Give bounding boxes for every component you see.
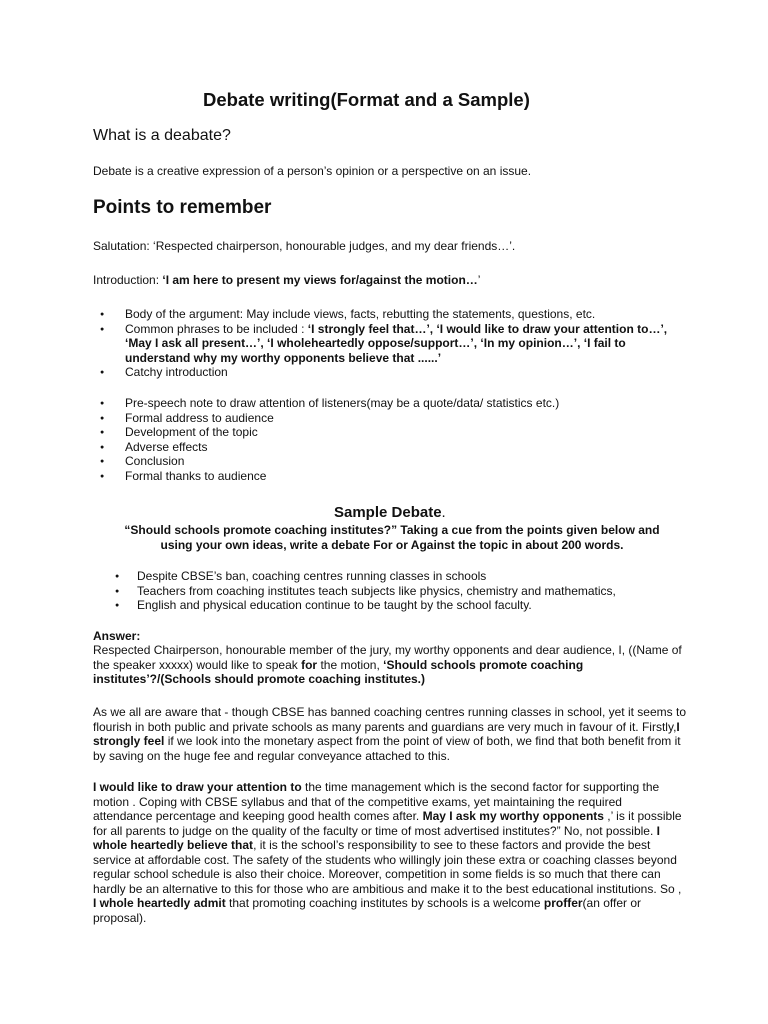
points-heading: Points to remember — [93, 197, 272, 218]
point-common-phrases: ‘I strongly feel that…’, ‘I would like to draw your attention to…’, ‘May I ask all present…’, ‘I wholeheartedly oppose/support…’, ‘In my opinion…’, ‘I fail to understand why my worthy opponents believe that ......’ — [125, 321, 668, 365]
answer-p3-phrase-4: I whole heartedly admit — [93, 896, 226, 910]
sample-heading-dot: . — [441, 504, 446, 521]
list-item — [93, 411, 683, 426]
answer-p3-phrase-1: I would like to draw your attention to — [93, 780, 302, 794]
answer-p1-text: Respected Chairperson, honourable member of the jury, my worthy opponents and dear audience, I, ((Name of the speaker xxxxx) would like to speak — [93, 643, 682, 672]
point-adverse: Adverse effects — [125, 439, 208, 454]
introduction-phrase: ‘I am here to present my views for/against the motion… — [162, 273, 478, 287]
point-body: Body of the argument: May include views, facts, rebutting the statements, questions, etc. — [125, 307, 596, 321]
answer-p1-for: for — [301, 657, 318, 672]
answer-p3-text-4: that promoting coaching institutes by schools is a welcome — [225, 896, 544, 910]
list-item — [93, 307, 683, 322]
point-pre-speech: Pre-speech note to draw attention of listeners(may be a quote/data/ statistics etc.) — [125, 395, 560, 410]
list-item: ● Despite CBSE’s ban, coaching centres running classes in schools — [110, 569, 710, 584]
point-common-label: Common phrases to be included : — [125, 321, 308, 336]
answer-p3-proffer: proffer — [543, 896, 583, 910]
page-title: Debate writing(Format and a Sample) — [203, 89, 530, 110]
list-item — [93, 365, 683, 380]
definition-text: Debate is a creative expression of a person’s opinion or a perspective on an issue. — [93, 164, 532, 178]
list-item: ● English and physical education continue to be taught by the school faculty. — [110, 598, 710, 613]
salutation-text: Salutation: ‘Respected chairperson, honourable judges, and my dear friends…’. — [93, 239, 516, 253]
introduction-end: ’ — [477, 273, 481, 287]
point-catchy: Catchy introduction — [125, 365, 228, 380]
points-list — [93, 307, 683, 484]
answer-label: Answer: — [93, 629, 141, 643]
sample-heading — [334, 504, 446, 521]
introduction-text — [93, 273, 480, 288]
list-item — [93, 396, 683, 411]
list-item: ● Teachers from coaching institutes teach subjects like physics, chemistry and mathematics, — [110, 584, 710, 599]
point-development: Development of the topic — [125, 425, 258, 440]
answer-p2-rest: if we look into the monetary aspect from the point of view of both, we find that both benefit from it by saving on the huge fee and regular conveyance attached to this. — [93, 734, 681, 763]
answer-paragraph-2 — [93, 705, 688, 763]
list-item — [93, 440, 683, 455]
point-conclusion: Conclusion — [125, 454, 185, 469]
answer-paragraph-3 — [93, 780, 683, 925]
answer-p3-text-2: ,’ is it possible for all parents to judge on the quality of the faculty or time of most advertised institutes?” No, not possible. — [93, 809, 682, 838]
list-item — [93, 454, 683, 469]
introduction-label: Introduction: — [93, 273, 163, 287]
list-item — [93, 322, 683, 366]
answer-p2-text: As we all are aware that - though CBSE has banned coaching centres running classes in school, yet it seems to flourish in both public and private schools as many parents and guardians are very much in favour of it. Firstly, — [93, 705, 686, 734]
cues-list — [110, 569, 710, 613]
answer-paragraph-1 — [93, 643, 688, 687]
answer-p3-text-1: the time management which is the second factor for supporting the motion . Coping with CBSE syllabus and that of the competitive exams, yet maintaining the required attendance percentage and keeping good health comes after. — [93, 780, 660, 823]
point-thanks: Formal thanks to audience — [125, 468, 267, 483]
answer-p1-topic: ‘Should schools promote coaching institutes’?/(Schools should promote coaching institutes.) — [93, 657, 584, 686]
answer-p3-text-3: , it is the school’s responsibility to see to these factors and provide the best service at affordable cost. The safety of the students who willingly join these extra or coaching classes beyond regular school schedule is also their choice. Moreover, competition in some fields is so much that there can hardly be an alternative to this for those who are ambitious and make it to the best educational institutions. So , — [93, 838, 682, 896]
point-formal-address: Formal address to audience — [125, 410, 274, 425]
sample-heading-text: Sample Debate — [334, 504, 442, 521]
answer-p1-motion: the motion, — [317, 657, 384, 672]
list-item — [93, 469, 683, 484]
answer-p3-phrase-3: I whole heartedly believe that — [93, 823, 660, 852]
sample-question: “Should schools promote coaching institutes?” Taking a cue from the points given below and using your own ideas, write a debate For or Against the topic in about 200 words. — [124, 523, 660, 552]
answer-p3-phrase-2: May I ask my worthy opponents — [422, 809, 604, 823]
what-heading: What is a deabate? — [93, 127, 231, 144]
answer-p3-text-5: (an offer or proposal). — [93, 896, 642, 925]
answer-p2-phrase: I strongly feel — [93, 719, 680, 748]
list-item — [93, 425, 683, 440]
